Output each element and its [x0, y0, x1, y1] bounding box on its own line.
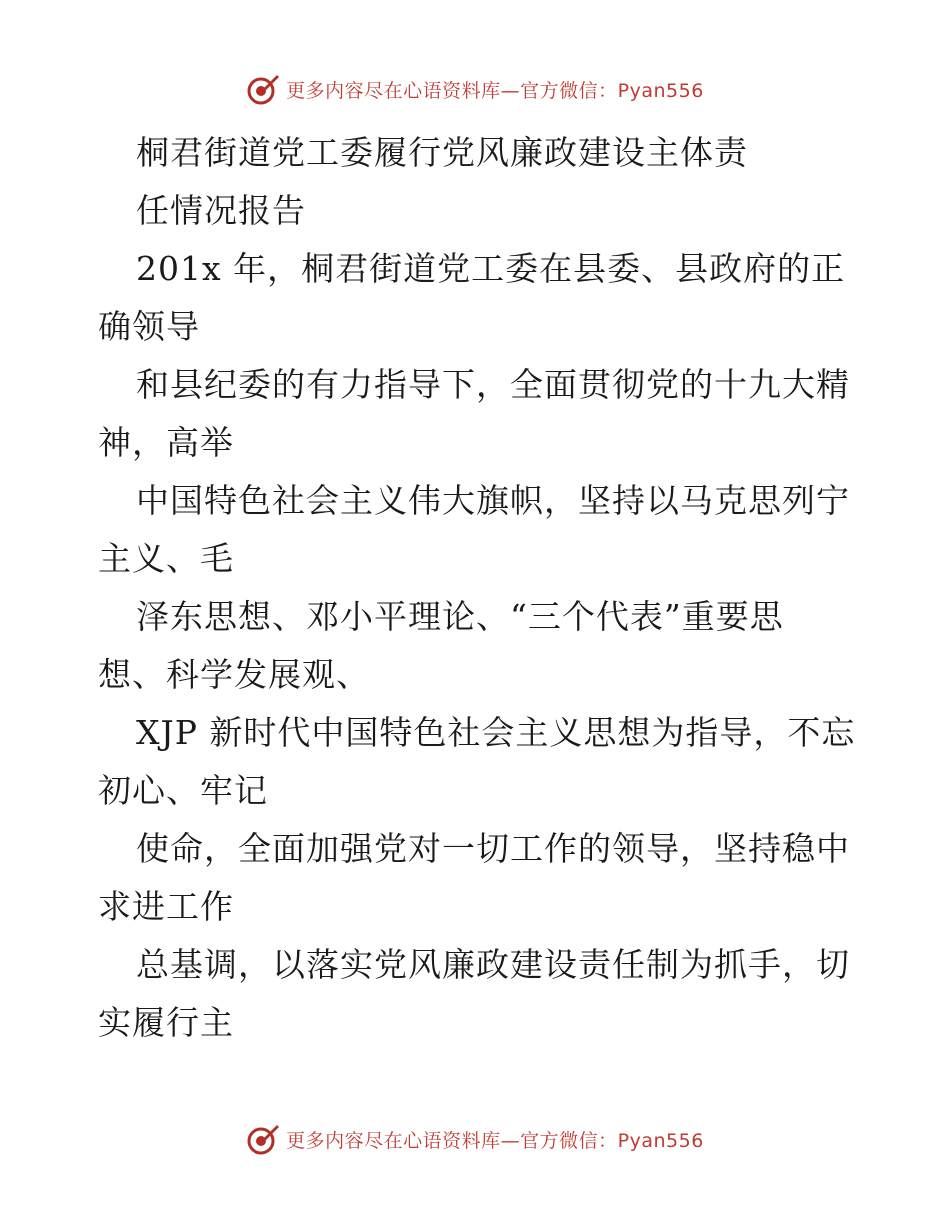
footer-dash: —	[500, 1129, 521, 1152]
paragraph-line: 实履行主	[98, 1003, 234, 1042]
header-banner	[0, 72, 950, 106]
quill-seal-icon	[246, 72, 280, 106]
paragraph-line: 201x 年，桐君街道党工委在县委、县政府的正	[136, 249, 846, 288]
paragraph-line: 初心、牢记	[98, 771, 268, 810]
paragraph-line: 泽东思想、邓小平理论、“三个代表”重要思	[136, 597, 784, 636]
paragraph-line: XJP 新时代中国特色社会主义思想为指导，不忘	[136, 713, 856, 752]
document-body	[98, 124, 858, 1052]
paragraph-line: 主义、毛	[98, 539, 234, 578]
paragraph-line: 总基调，以落实党风廉政建设责任制为抓手，切	[136, 945, 850, 984]
paragraph-line: 中国特色社会主义伟大旗帜，坚持以马克思列宁	[136, 481, 850, 520]
header-wechat-text: 官方微信：Pyan556	[520, 79, 704, 102]
header-banner-text	[286, 76, 704, 103]
footer-banner-text	[286, 1126, 704, 1153]
footer-brand-text: 更多内容尽在心语资料库	[286, 1129, 501, 1152]
header-brand-text: 更多内容尽在心语资料库	[286, 79, 501, 102]
paragraph-line: 任情况报告	[136, 191, 306, 230]
paragraph-line: 神，高举	[98, 423, 234, 462]
paragraph-line: 确领导	[98, 307, 200, 346]
quill-seal-icon	[246, 1122, 280, 1156]
footer-banner	[0, 1122, 950, 1156]
paragraph-line: 求进工作	[98, 887, 234, 926]
paragraph-line: 使命，全面加强党对一切工作的领导，坚持稳中	[136, 829, 850, 868]
footer-wechat-text: 官方微信：Pyan556	[520, 1129, 704, 1152]
paragraph-line: 想、科学发展观、	[98, 655, 370, 694]
paragraph-line: 和县纪委的有力指导下，全面贯彻党的十九大精	[136, 365, 850, 404]
paragraph-line: 桐君街道党工委履行党风廉政建设主体责	[136, 133, 748, 172]
header-dash: —	[500, 79, 521, 102]
